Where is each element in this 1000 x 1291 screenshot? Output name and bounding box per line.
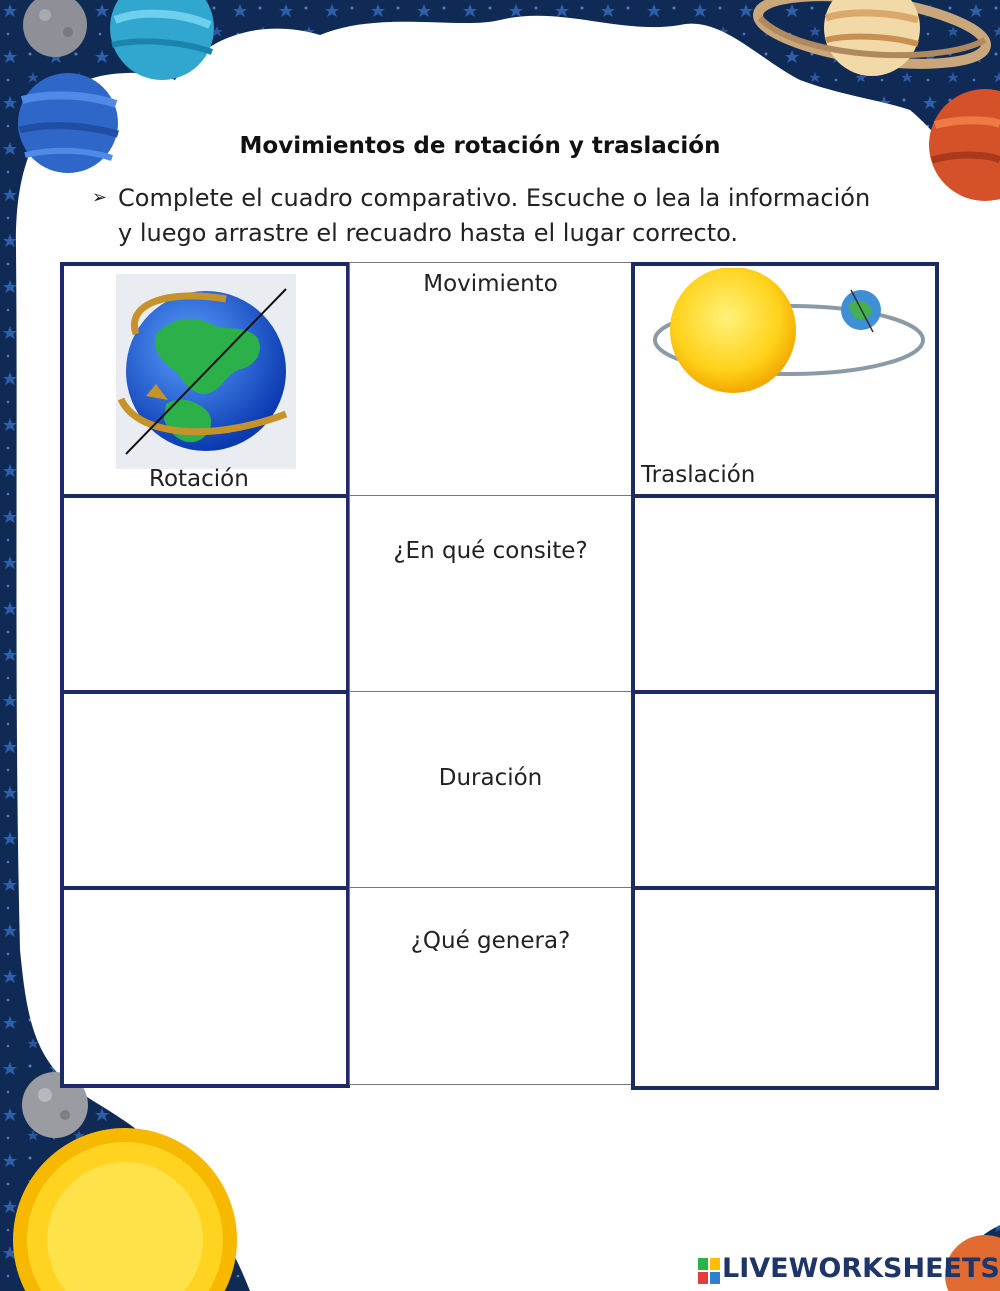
row-header-label: Duración (438, 765, 543, 791)
rotation-duration-dropzone[interactable] (60, 690, 350, 890)
rotation-definition-dropzone[interactable] (60, 494, 350, 694)
row-header-effect (349, 887, 632, 1085)
translation-effect-dropzone[interactable] (631, 886, 939, 1090)
worksheet-title: Movimientos de rotación y traslación (239, 133, 721, 159)
earth-orbit-icon (643, 268, 935, 396)
row-header-movement (349, 262, 632, 496)
translation-label: Traslación (641, 462, 756, 488)
row-header-label: ¿En qué consite? (393, 538, 588, 564)
rotation-effect-dropzone[interactable] (60, 886, 350, 1088)
rotation-label: Rotación (149, 466, 249, 492)
arrow-bullet-icon: ➢ (92, 187, 108, 208)
liveworksheets-logo-icon (698, 1258, 720, 1284)
translation-definition-dropzone[interactable] (631, 494, 939, 694)
liveworksheets-logo[interactable]: LIVEWORKSHEETS (722, 1253, 1000, 1284)
row-header-definition (349, 495, 632, 692)
row-header-label: ¿Qué genera? (410, 928, 571, 954)
row-header-duration (349, 691, 632, 888)
translation-duration-dropzone[interactable] (631, 690, 939, 890)
translation-header-cell (631, 262, 939, 498)
earth-rotation-icon (116, 274, 296, 469)
rotation-header-cell (60, 262, 350, 498)
row-header-label: Movimiento (423, 271, 558, 297)
instruction-line-2: y luego arrastre el recuadro hasta el lugar correcto. (118, 219, 739, 247)
instruction-line-1: Complete el cuadro comparativo. Escuche o lea la información (118, 184, 871, 212)
